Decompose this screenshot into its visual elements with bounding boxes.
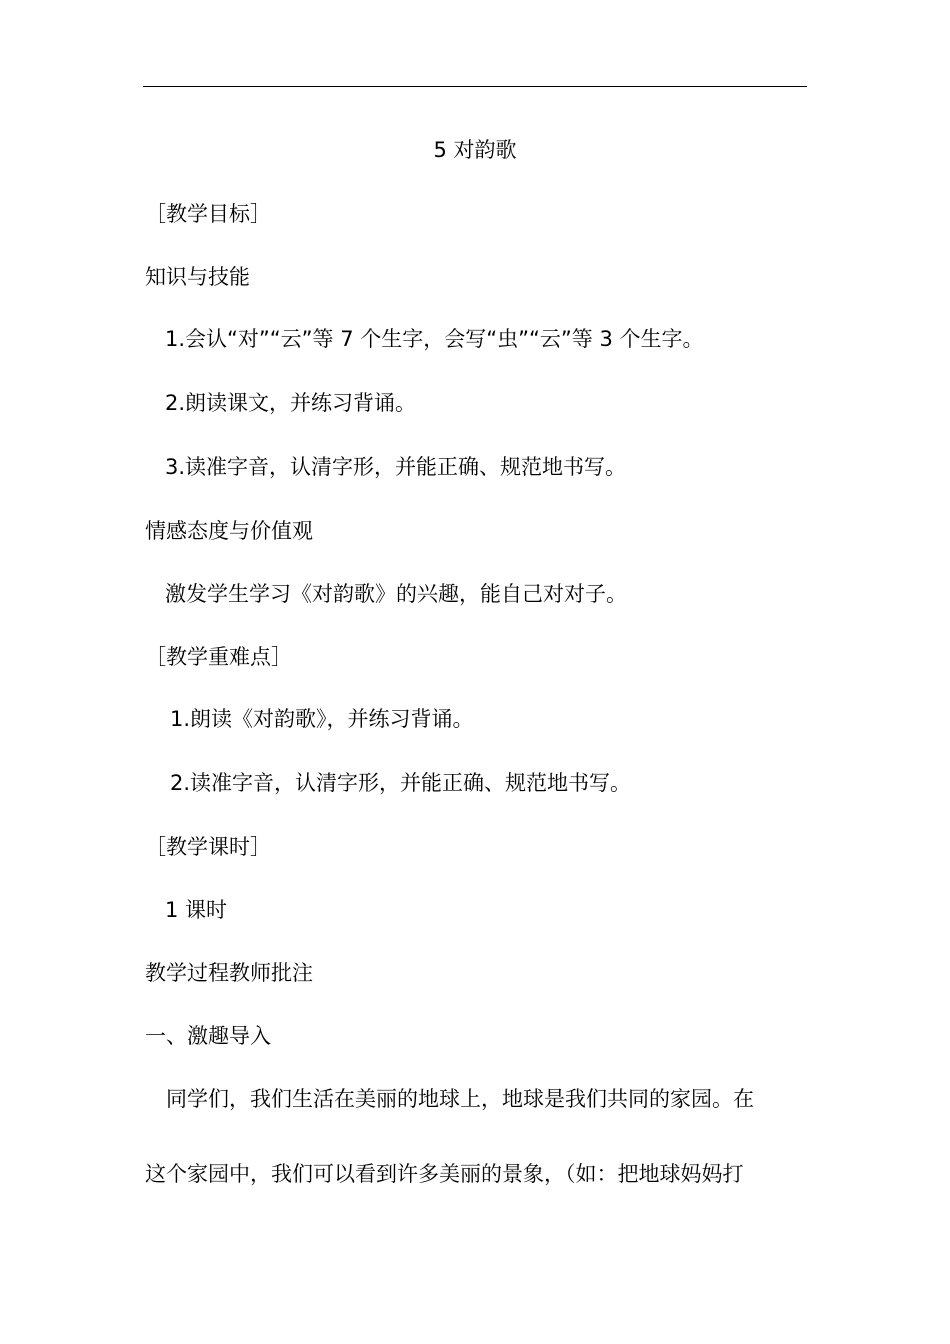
paragraph-line-2: 这个家园中，我们可以看到许多美丽的景象，（如：把地球妈妈打 [145, 1162, 744, 1186]
subheading-attitude-values: 情感态度与价值观 [145, 519, 313, 543]
key-point-1: 1.朗读《对韵歌》，并练习背诵。 [170, 707, 474, 731]
subheading-knowledge-skills: 知识与技能 [145, 265, 250, 289]
section-heading-key-points: ［教学重难点］ [145, 645, 292, 669]
header-rule [143, 86, 807, 87]
section-heading-class-hours: ［教学课时］ [145, 835, 271, 859]
key-point-2: 2.读准字音，认清字形，并能正确、规范地书写。 [170, 771, 632, 795]
heading-teaching-process: 教学过程教师批注 [145, 961, 313, 985]
step-heading-intro: 一、激趣导入 [145, 1024, 271, 1048]
attitude-item: 激发学生学习《对韵歌》的兴趣，能自己对对子。 [165, 582, 627, 606]
goal-item-3: 3.读准字音，认清字形，并能正确、规范地书写。 [165, 455, 627, 479]
section-heading-teaching-goals: ［教学目标］ [145, 202, 271, 226]
document-title: 5 对韵歌 [433, 138, 517, 162]
goal-item-2: 2.朗读课文，并练习背诵。 [165, 391, 417, 415]
paragraph-line-1: 同学们，我们生活在美丽的地球上，地球是我们共同的家园。在 [166, 1087, 754, 1111]
class-hours-value: 1 课时 [165, 898, 228, 922]
goal-item-1: 1.会认“对”“云”等 7 个生字，会写“虫”“云”等 3 个生字。 [165, 327, 704, 351]
